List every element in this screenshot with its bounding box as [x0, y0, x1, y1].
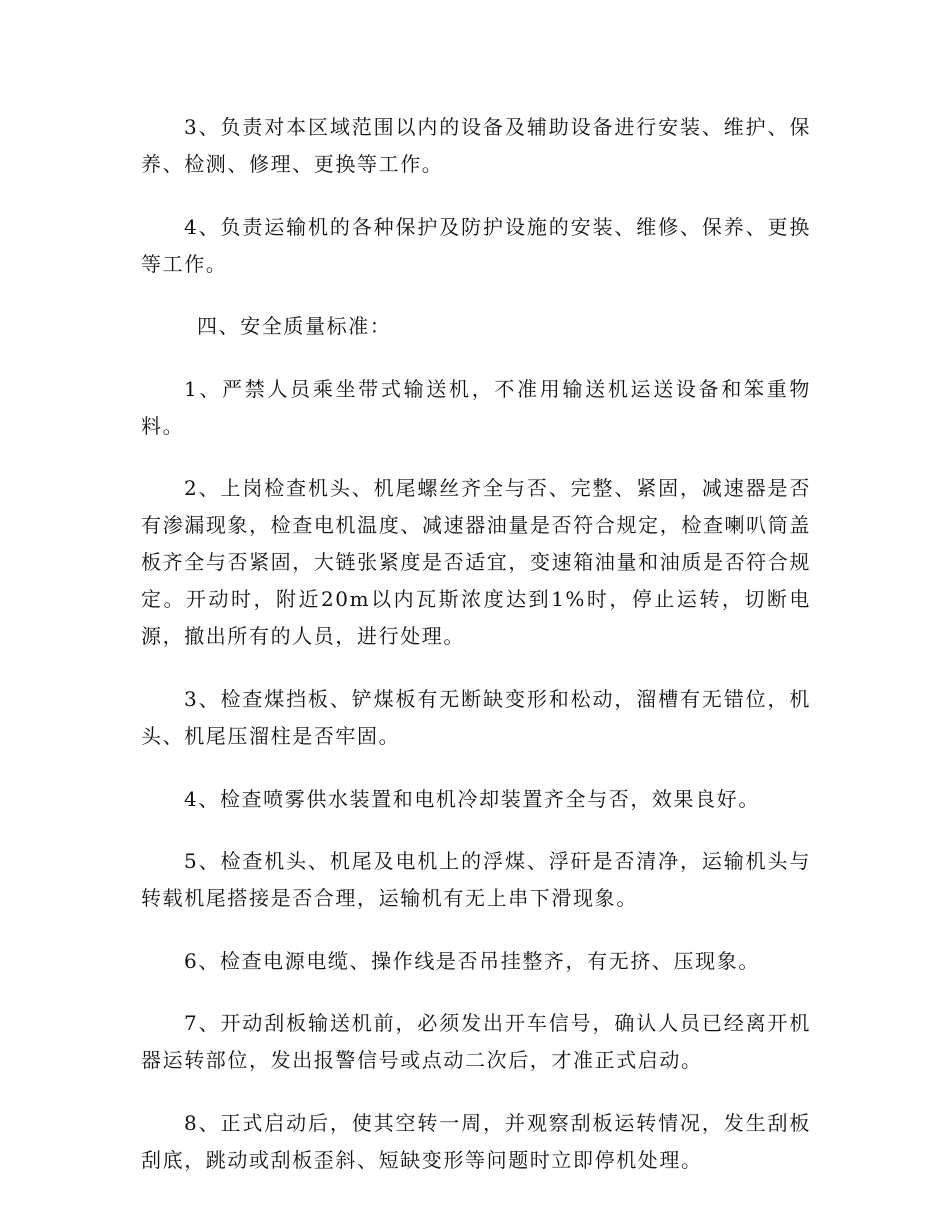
paragraph-item-3-equipment-install: 3、负责对本区域范围以内的设备及辅助设备进行安装、维护、保养、检测、修理、更换等工作。	[141, 115, 811, 176]
paragraph-item-8-idle-run: 8、正式启动后，使其空转一周，并观察刮板运转情况，发生刮板刮底，跳动或刮板歪斜、短缺变形等问题时立即停机处理。	[141, 1110, 811, 1172]
paragraph-item-1-no-riding: 1、严禁人员乘坐带式输送机，不准用输送机运送设备和笨重物料。	[141, 376, 811, 438]
paragraph-item-6-cables: 6、检查电源电缆、操作线是否吊挂整齐，有无挤、压现象。	[184, 948, 760, 973]
paragraph-item-4-spray-cooling: 4、检查喷雾供水装置和电机冷却装置齐全与否，效果良好。	[184, 786, 760, 811]
section-heading-safety-quality: 四、安全质量标准：	[197, 314, 392, 339]
paragraph-item-5-floating-coal: 5、检查机头、机尾及电机上的浮煤、浮矸是否清净，运输机头与转载机尾搭接是否合理，运输机有无上串下滑现象。	[141, 849, 811, 911]
paragraph-item-4-protection-facilities: 4、负责运输机的各种保护及防护设施的安装、维修、保养、更换等工作。	[141, 214, 811, 276]
paragraph-item-2-shift-inspection: 2、上岗检查机头、机尾螺丝齐全与否、完整、紧固，减速器是否有渗漏现象，检查电机温度、减速器油量是否符合规定，检查喇叭筒盖板齐全与否紧固，大链张紧度是否适宜，变速箱油量和油质是否符合规定。开动时，附近20m以内瓦斯浓度达到1%时，停止运转，切断电源，撤出所有的人员，进行处理。	[141, 476, 811, 649]
paragraph-item-7-start-signal: 7、开动刮板输送机前，必须发出开车信号，确认人员已经离开机器运转部位，发出报警信号或点动二次后，才准正式启动。	[141, 1011, 811, 1073]
document-body	[141, 109, 811, 1205]
paragraph-item-3-coal-baffle: 3、检查煤挡板、铲煤板有无断缺变形和松动，溜槽有无错位，机头、机尾压溜柱是否牢固。	[141, 686, 811, 748]
